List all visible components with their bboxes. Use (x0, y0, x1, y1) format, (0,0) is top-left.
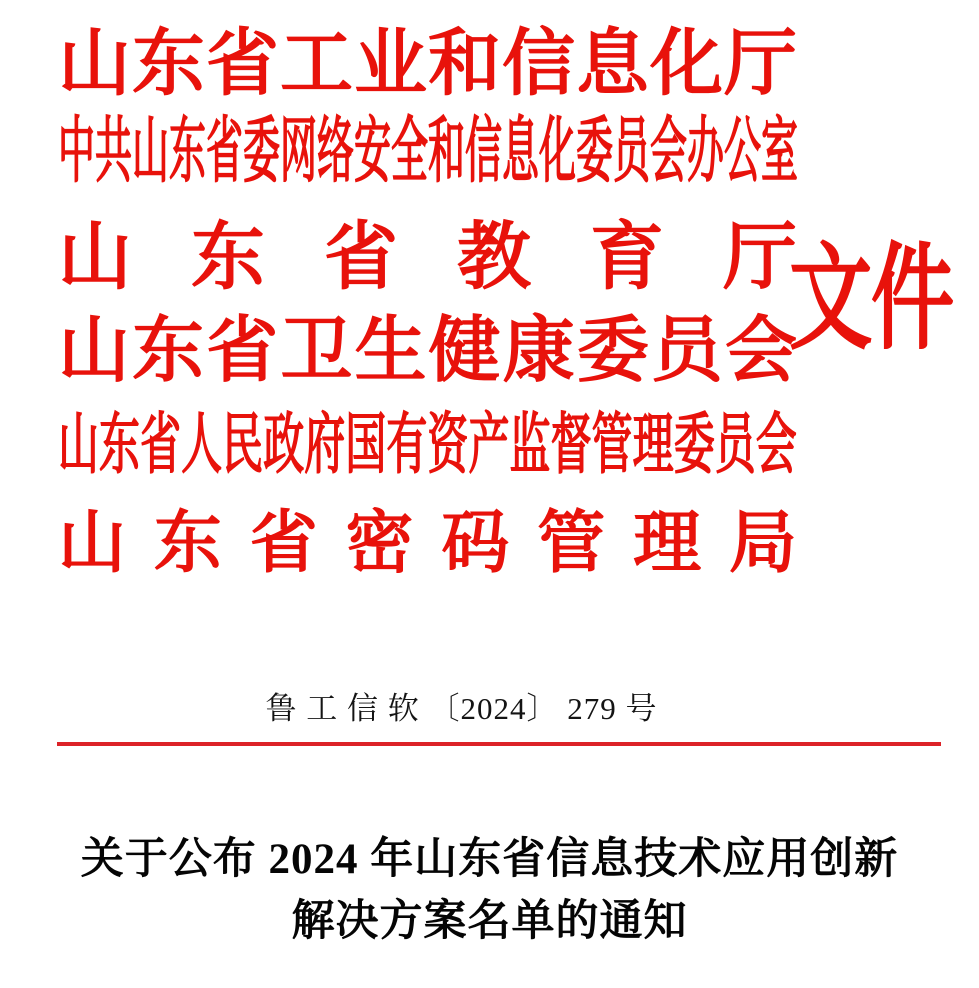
char: 理 (632, 407, 674, 482)
char: 卫 (280, 311, 353, 391)
agency-line-education-dept (58, 217, 797, 299)
char: 业 (354, 23, 427, 104)
char: 省 (324, 217, 398, 299)
char: 东 (132, 311, 205, 391)
char: 和 (428, 113, 465, 194)
char: 网 (280, 113, 317, 194)
char: 委 (673, 407, 715, 482)
char: 山 (58, 505, 127, 581)
char: 委 (576, 113, 613, 194)
char: 康 (502, 311, 575, 391)
char: 化 (650, 23, 723, 104)
char: 产 (468, 407, 510, 482)
char: 化 (539, 113, 576, 194)
doc-title-line-1: 关于公布 2024 年山东省信息技术应用创新 (80, 836, 899, 883)
char: 山 (58, 311, 131, 391)
char: 工 (280, 23, 353, 104)
char: 理 (633, 505, 702, 581)
char: 国 (345, 407, 387, 482)
char: 共 (95, 113, 132, 194)
char: 安 (354, 113, 391, 194)
char: 和 (428, 23, 501, 104)
agency-line-cryptography-bureau (58, 505, 797, 581)
red-separator-line (57, 742, 941, 746)
char: 山 (58, 217, 132, 299)
char: 府 (304, 407, 346, 482)
char: 省 (206, 113, 243, 194)
char: 山 (58, 23, 131, 104)
char: 东 (99, 407, 141, 482)
char: 东 (132, 23, 205, 104)
char: 员 (714, 407, 756, 482)
char: 东 (169, 113, 206, 194)
char: 会 (724, 311, 797, 391)
char: 委 (243, 113, 280, 194)
char: 政 (263, 407, 305, 482)
char: 省 (206, 311, 279, 391)
doc-title-line-2: 解决方案名单的通知 (291, 898, 688, 945)
char: 委 (576, 311, 649, 391)
char: 公 (724, 113, 761, 194)
char: 局 (728, 505, 797, 581)
char: 教 (457, 217, 531, 299)
char: 健 (428, 311, 501, 391)
file-label: 文件 (789, 236, 953, 364)
doc-number: 鲁 工 信 软 〔2024〕 279 号 (265, 691, 658, 726)
char: 办 (687, 113, 724, 194)
char: 山 (132, 113, 169, 194)
char: 管 (591, 407, 633, 482)
char: 室 (761, 113, 798, 194)
char: 有 (386, 407, 428, 482)
char: 民 (222, 407, 264, 482)
agency-line-cyberspace-office (58, 113, 798, 194)
char: 人 (181, 407, 223, 482)
char: 员 (650, 311, 723, 391)
char: 全 (391, 113, 428, 194)
char: 信 (465, 113, 502, 194)
char: 东 (153, 505, 222, 581)
char: 中 (58, 113, 95, 194)
char: 省 (140, 407, 182, 482)
char: 信 (502, 23, 575, 104)
char: 育 (590, 217, 664, 299)
char: 山 (58, 407, 99, 482)
char: 资 (427, 407, 469, 482)
char: 会 (755, 407, 797, 482)
char: 东 (191, 217, 265, 299)
char: 络 (317, 113, 354, 194)
char: 管 (537, 505, 606, 581)
char: 码 (441, 505, 510, 581)
char: 生 (354, 311, 427, 391)
char: 厅 (724, 23, 797, 104)
char: 密 (345, 505, 414, 581)
char: 会 (650, 113, 687, 194)
char: 督 (550, 407, 592, 482)
char: 息 (502, 113, 539, 194)
char: 厅 (723, 217, 797, 299)
char: 员 (613, 113, 650, 194)
agency-line-sasac (58, 407, 797, 482)
char: 监 (509, 407, 551, 482)
char: 省 (206, 23, 279, 104)
char: 息 (576, 23, 649, 104)
agency-line-industry-and-it-dept (58, 23, 797, 104)
agency-line-health-commission (58, 311, 797, 391)
char: 省 (249, 505, 318, 581)
